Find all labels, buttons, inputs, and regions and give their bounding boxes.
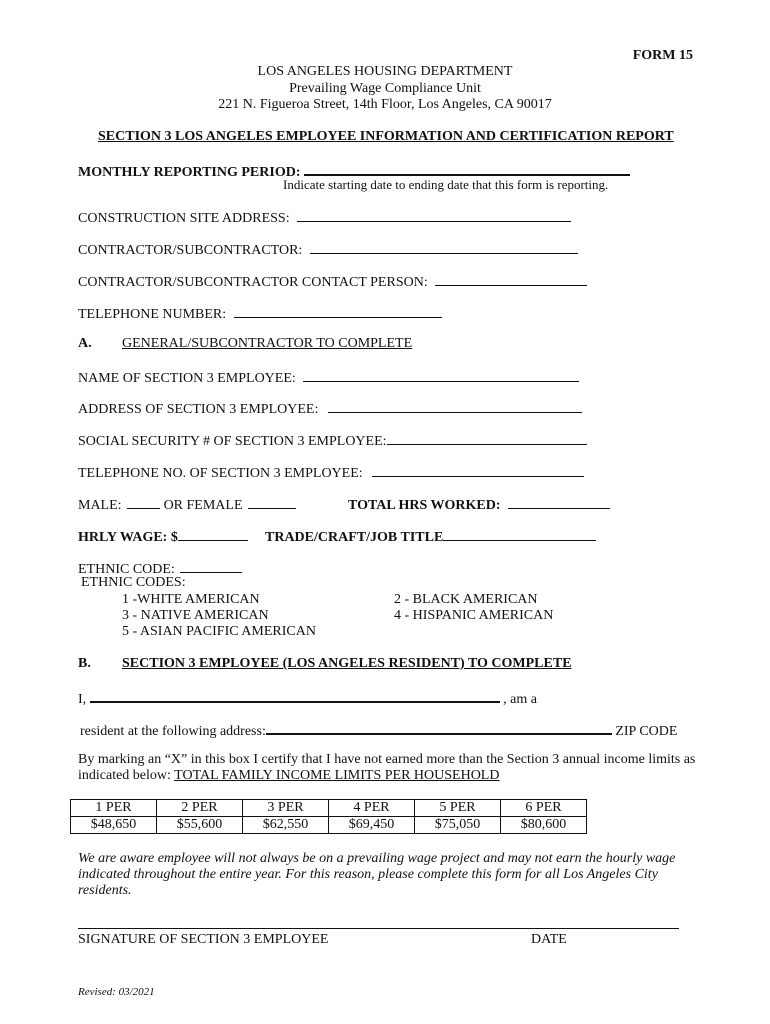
i-label: I, <box>78 692 87 707</box>
contact-person-field[interactable] <box>435 272 587 286</box>
total-hrs-row <box>348 495 610 514</box>
reporting-period-hint: Indicate starting date to ending date that this form is reporting. <box>283 177 609 192</box>
am-a-label: , am a <box>503 692 537 707</box>
table-cell: $69,450 <box>329 817 415 834</box>
ethnic-code-1: 1 -WHITE AMERICAN <box>122 592 260 607</box>
zip-code-label: ZIP CODE <box>615 724 678 739</box>
construction-site-row <box>78 208 571 227</box>
contractor-field[interactable] <box>310 240 578 254</box>
note-line-2: indicated throughout the entire year. For this reason, please complete this form for all Los Angeles City <box>78 867 658 882</box>
department-address: 221 N. Figueroa Street, 14th Floor, Los Angeles, CA 90017 <box>218 97 552 112</box>
resident-label: resident at the following address: <box>80 724 266 739</box>
total-hrs-field[interactable] <box>508 495 610 509</box>
revised-date: Revised: 03/2021 <box>78 986 155 998</box>
contact-person-label: CONTRACTOR/SUBCONTRACTOR CONTACT PERSON: <box>78 275 428 290</box>
declarant-name-field[interactable] <box>90 688 500 703</box>
signature-label: SIGNATURE OF SECTION 3 EMPLOYEE <box>78 932 329 947</box>
trade-title-field[interactable] <box>443 527 596 541</box>
note-line-3: residents. <box>78 883 132 898</box>
income-limits-table <box>70 799 587 834</box>
female-label: OR FEMALE <box>163 498 243 513</box>
section-a-heading: GENERAL/SUBCONTRACTOR TO COMPLETE <box>122 336 413 351</box>
total-hrs-label: TOTAL HRS WORKED: <box>348 498 501 513</box>
ssn-row <box>78 431 587 450</box>
section-a-letter: A. <box>78 336 92 351</box>
hrly-wage-row <box>78 527 248 546</box>
table-cell: $48,650 <box>71 817 157 834</box>
table-row <box>71 817 587 834</box>
construction-site-field[interactable] <box>297 208 571 222</box>
section-b-letter: B. <box>78 656 91 671</box>
resident-address-field[interactable] <box>266 720 612 735</box>
contractor-row <box>78 240 578 259</box>
gender-row <box>78 495 296 514</box>
trade-title-row <box>265 527 596 546</box>
telephone-label: TELEPHONE NUMBER: <box>78 307 227 322</box>
form-title: SECTION 3 LOS ANGELES EMPLOYEE INFORMATION AND CERTIFICATION REPORT <box>98 129 674 144</box>
signature-line[interactable] <box>78 928 679 929</box>
unit-name: Prevailing Wage Compliance Unit <box>289 81 481 96</box>
employee-name-field[interactable] <box>303 368 579 382</box>
table-header-row <box>71 800 587 817</box>
employee-name-row <box>78 368 579 387</box>
table-cell: $75,050 <box>415 817 501 834</box>
hrly-wage-field[interactable] <box>178 527 248 541</box>
ethnic-code-3: 3 - NATIVE AMERICAN <box>122 608 269 623</box>
ethnic-codes-heading: ETHNIC CODES: <box>81 575 186 590</box>
note-line-1: We are aware employee will not always be on a prevailing wage project and may not earn the hourly wage <box>78 851 676 866</box>
table-cell: $62,550 <box>243 817 329 834</box>
male-field[interactable] <box>127 495 160 509</box>
table-header-cell: 2 PER <box>157 800 243 817</box>
section-b-heading: SECTION 3 EMPLOYEE (LOS ANGELES RESIDENT) TO COMPLETE <box>122 656 572 671</box>
employee-phone-label: TELEPHONE NO. OF SECTION 3 EMPLOYEE: <box>78 466 363 481</box>
construction-site-label: CONSTRUCTION SITE ADDRESS: <box>78 211 290 226</box>
table-header-cell: 3 PER <box>243 800 329 817</box>
reporting-period-label: MONTHLY REPORTING PERIOD: <box>78 165 301 180</box>
certify-prefix: indicated below: <box>78 768 175 783</box>
ethnic-code-field[interactable] <box>180 559 242 573</box>
contractor-label: CONTRACTOR/SUBCONTRACTOR: <box>78 243 303 258</box>
telephone-field[interactable] <box>234 304 442 318</box>
ethnic-code-label: ETHNIC CODE: <box>78 562 175 577</box>
female-field[interactable] <box>248 495 296 509</box>
form-number: FORM 15 <box>632 48 693 63</box>
telephone-row <box>78 304 442 323</box>
table-cell: $80,600 <box>501 817 587 834</box>
ethnic-code-4: 4 - HISPANIC AMERICAN <box>394 608 554 623</box>
ethnic-code-5: 5 - ASIAN PACIFIC AMERICAN <box>122 624 316 639</box>
certify-line-1: By marking an “X” in this box I certify that I have not earned more than the Section 3 annual income limits as <box>78 752 696 767</box>
name-declaration-row <box>78 688 537 708</box>
ssn-label: SOCIAL SECURITY # OF SECTION 3 EMPLOYEE: <box>78 434 387 449</box>
employee-address-label: ADDRESS OF SECTION 3 EMPLOYEE: <box>78 402 319 417</box>
reporting-period-field[interactable] <box>304 161 630 176</box>
table-cell: $55,600 <box>157 817 243 834</box>
department-name: LOS ANGELES HOUSING DEPARTMENT <box>257 64 513 79</box>
ethnic-code-2: 2 - BLACK AMERICAN <box>394 592 538 607</box>
hrly-wage-label: HRLY WAGE: $ <box>78 530 178 545</box>
employee-phone-row <box>78 463 584 482</box>
certify-line-2 <box>78 768 499 784</box>
employee-address-row <box>78 399 582 418</box>
table-header-cell: 1 PER <box>71 800 157 817</box>
table-header-cell: 4 PER <box>329 800 415 817</box>
trade-title-label: TRADE/CRAFT/JOB TITLE <box>265 530 444 545</box>
employee-address-field[interactable] <box>328 399 582 413</box>
resident-row <box>80 720 677 740</box>
employee-name-label: NAME OF SECTION 3 EMPLOYEE: <box>78 371 296 386</box>
male-label: MALE: <box>78 498 122 513</box>
income-limits-heading: TOTAL FAMILY INCOME LIMITS PER HOUSEHOLD <box>174 768 500 783</box>
employee-phone-field[interactable] <box>372 463 584 477</box>
table-header-cell: 5 PER <box>415 800 501 817</box>
ssn-field[interactable] <box>387 431 587 445</box>
date-label: DATE <box>531 932 567 947</box>
contact-person-row <box>78 272 587 291</box>
table-header-cell: 6 PER <box>501 800 587 817</box>
